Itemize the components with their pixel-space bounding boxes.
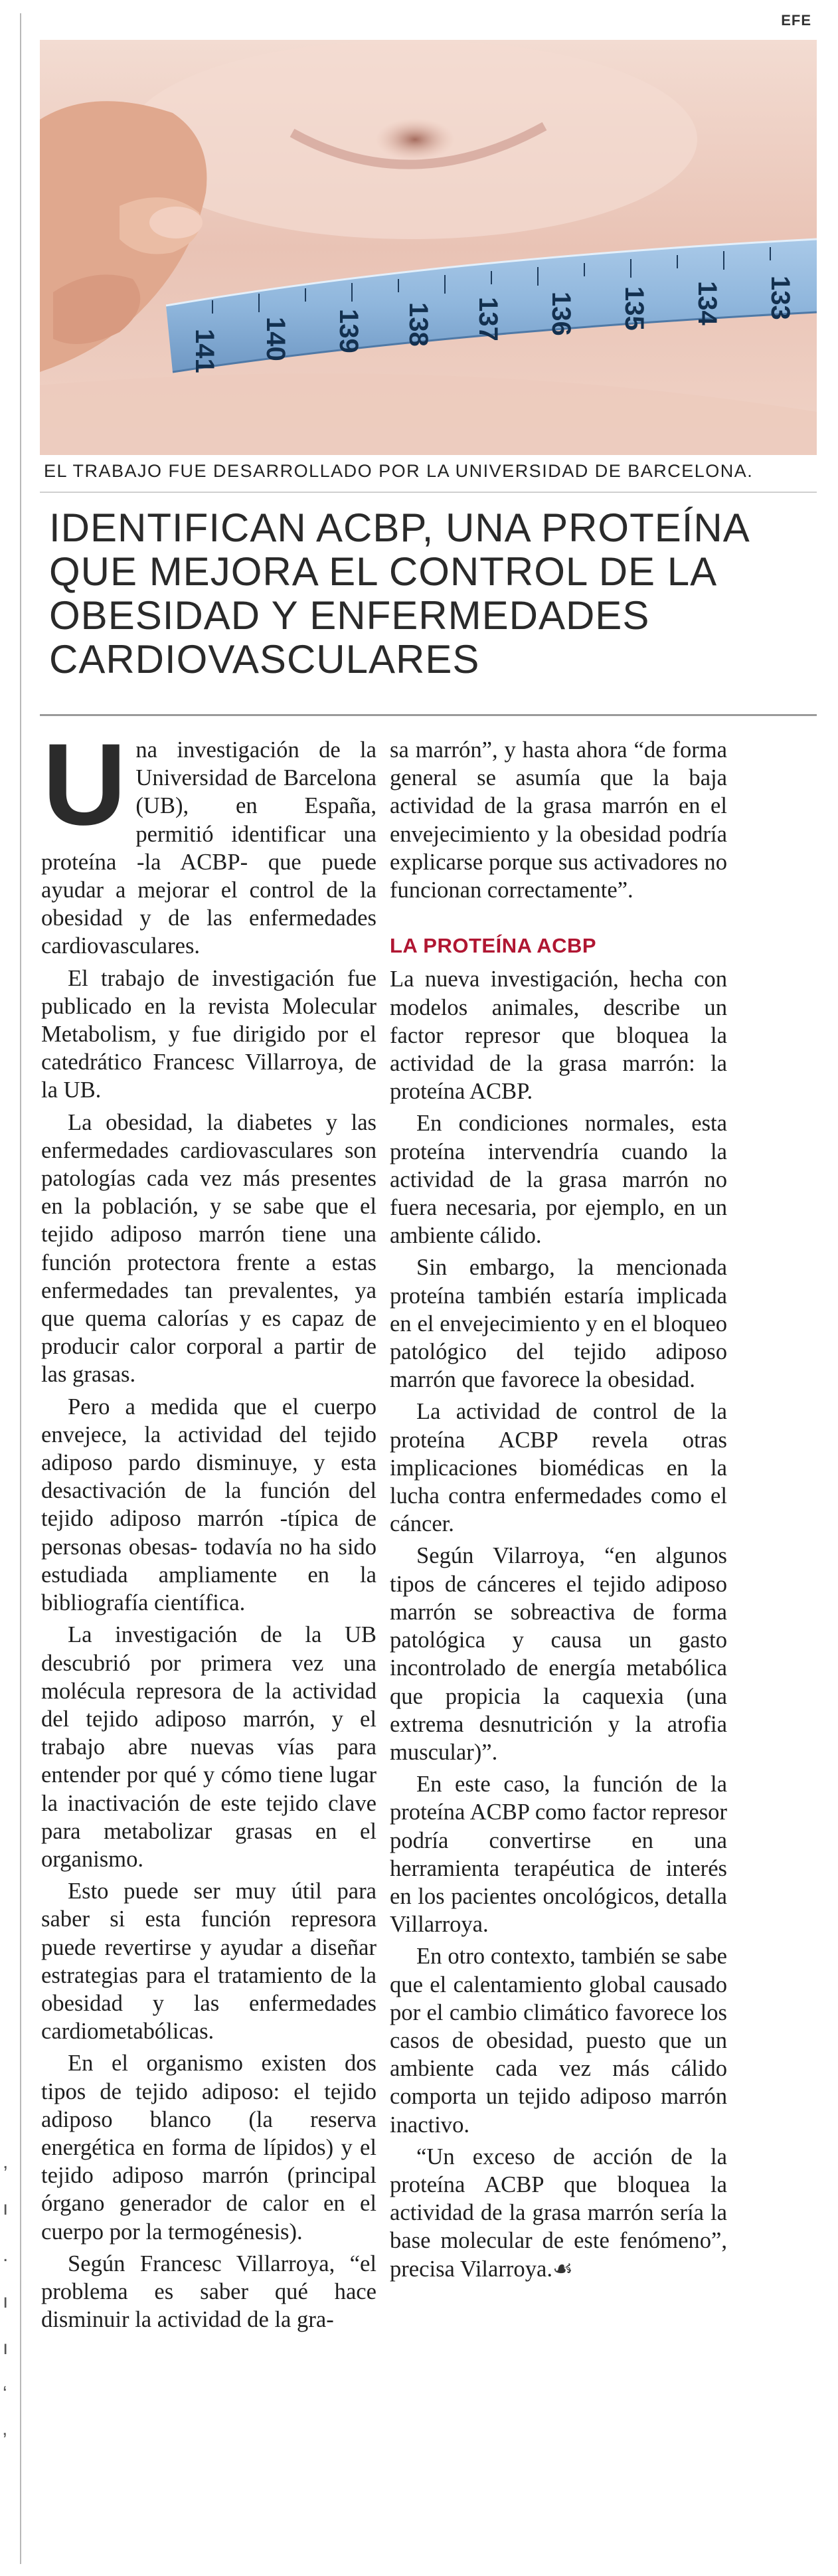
- lead-text: na investigación de la Universidad de Barcelona (UB), en España, permitió identificar una proteína -la ACBP- que puede ayudar a mejorar el control de la obesidad y de las enfermedades cardiovasculares.: [41, 737, 377, 959]
- body-paragraph: El trabajo de investigación fue publicado en la revista Molecular Metabolism, y fue dirigido por el catedrático Francesc Villarroya, de la UB.: [41, 965, 377, 1103]
- continued-paragraph: sa marrón”, y hasta ahora “de forma general se asumía que la baja actividad de la grasa marrón en el envejecimiento y la obesidad podría explicarse porque sus activadores no funcionan correctamente”.: [390, 737, 727, 903]
- tape-number: 140: [261, 317, 290, 361]
- final-text: “Un exceso de acción de la proteína ACBP que bloquea la actividad de la grasa marrón sería la base molecular de este fenómeno”, precisa Vilarroya.: [390, 2144, 727, 2282]
- tape-number: 135: [620, 286, 649, 331]
- measuring-tape-photo: [40, 40, 817, 455]
- body-paragraph: En otro contexto, también se sabe que el calentamiento global causado por el cambio climático favorece los casos de obesidad, puesto que un ambiente cada vez más cálido comporta un tejido adiposo marrón inactivo.: [390, 1944, 727, 2138]
- navel: [375, 118, 455, 161]
- body-paragraph: En condiciones normales, esta proteína intervendría cuando la actividad de la grasa marrón no fuera necesaria, por ejemplo, en un ambiente cálido.: [390, 1111, 727, 1249]
- lead-paragraph: [41, 720, 377, 961]
- tape-number: 138: [404, 302, 433, 347]
- body-paragraph: Pero a medida que el cuerpo envejece, la actividad del tejido adiposo pardo disminuye, y esta desactivación de la función del tejido adiposo marrón -típica de personas obesas- todavía no ha sido estudiada ampliamente en la bibliografía científica.: [41, 1394, 377, 1616]
- body-paragraph: La obesidad, la diabetes y las enfermedades cardiovasculares son patologías cada vez más presentes en la población, y se sabe que el tejido adiposo marrón tiene una función protectora frente a estas enfermedades tan prevalentes, ya que quema calorías y es capaz de producir calor corporal a partir de las grasas.: [41, 1109, 377, 1388]
- tape-number: 136: [546, 292, 576, 336]
- body-paragraph: Sin embargo, la mencionada proteína también estaría implicada en el envejecimiento y en el bloqueo patológico del tejido adiposo marrón que favorece la obesidad.: [390, 1255, 727, 1393]
- article-column-right: [390, 736, 727, 2287]
- article-column-left: [41, 720, 377, 2338]
- tape-number: 133: [766, 276, 795, 320]
- body-paragraph: Esto puede ser muy útil para saber si esta función represora puede revertirse y ayudar a diseñar estrategias para el tratamiento de la obesidad y las enfermedades cardiometabólicas.: [41, 1879, 377, 2045]
- body-paragraph: La investigación de la UB descubrió por primera vez una molécula represora de la actividad del tejido adiposo marrón, y el trabajo abre nuevas vías para entender por qué y cómo tiene lugar la inactivación de este tejido clave para metabolizar grasas en el organismo.: [41, 1622, 377, 1872]
- article-headline: IDENTIFICAN ACBP, UNA PROTEÍNA QUE MEJORA EL CONTROL DE LA OBESIDAD Y ENFERMEDADES CARDIOVASCULARES: [49, 506, 748, 682]
- tape-number: 137: [473, 297, 503, 341]
- column-divider-rule: [20, 13, 21, 2564]
- final-paragraph: [390, 2143, 727, 2283]
- tape-number: 139: [334, 309, 363, 353]
- body-paragraph: La nueva investigación, hecha con modelos animales, describe un factor represor que bloquea la actividad de la grasa marrón: la proteína ACBP.: [390, 966, 727, 1105]
- photo-caption: EL TRABAJO FUE DESARROLLADO POR LA UNIVERSIDAD DE BARCELONA.: [44, 461, 754, 481]
- drop-cap: U: [42, 720, 127, 850]
- body-paragraph: Según Francesc Villarroya, “el problema es saber qué hace disminuir la actividad de la gra-: [41, 2251, 377, 2333]
- tape-number: 134: [693, 281, 722, 325]
- photo-credit: EFE: [781, 12, 811, 29]
- headline-divider: [40, 714, 817, 716]
- tape-number: 141: [190, 329, 219, 373]
- body-paragraph: En este caso, la función de la proteína ACBP como factor represor podría convertirse en una herramienta terapéutica de interés en los pacientes oncológicos, detalla Villarroya.: [390, 1772, 727, 1938]
- body-paragraph: En el organismo existen dos tipos de tejido adiposo: el tejido adiposo blanco (la reserva energética en forma de lípidos) y el tejido adiposo marrón (principal órgano generador de calor en el cuerpo por la termogénesis).: [41, 2051, 377, 2245]
- body-paragraph: La actividad de control de la proteína ACBP revela otras implicaciones biomédicas en la lucha contra enfermedades como el cáncer.: [390, 1399, 727, 1537]
- article-photo: [40, 40, 817, 455]
- section-subhead: LA PROTEÍNA ACBP: [390, 934, 597, 958]
- end-of-article-icon: ☙: [552, 2255, 573, 2282]
- adjacent-column-fragments: , ı . ı ı ʻ ʼ: [3, 2151, 9, 2452]
- caption-divider: [40, 492, 817, 493]
- body-paragraph: Según Vilarroya, “en algunos tipos de cánceres el tejido adiposo marrón se sobreactiva de forma patológica y causa un gasto incontrolado de energía metabólica que propicia la caquexia (una extrema desnutrición y la atrofia muscular)”.: [390, 1543, 727, 1765]
